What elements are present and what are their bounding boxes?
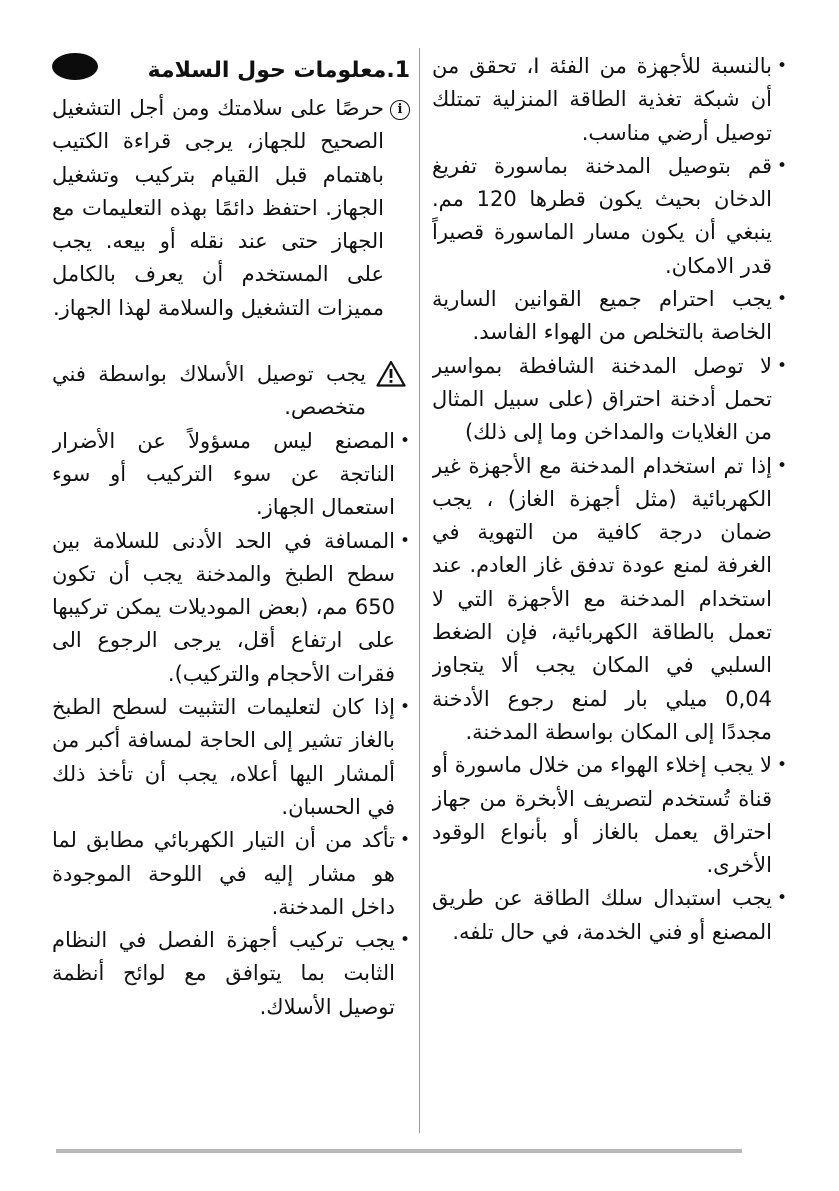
section-header (52, 50, 410, 92)
list-item: • المصنع ليس مسؤولاً عن الأضرار الناتجة عن سوء التركيب أو سوء استعمال الجهاز. (52, 425, 410, 525)
warning-icon (376, 360, 406, 387)
intro-block (52, 92, 410, 325)
list-item: • إذا كان لتعليمات التثبيت لسطح الطبخ بالغاز تشير إلى الحاجة لمسافة أكبر من ألمشار اليها أعلاه، يجب أن تأخذ ذلك في الحسبان. (52, 691, 410, 824)
list-item: • بالنسبة للأجهزة من الفئة I، تحقق من أن شبكة تغذية الطاقة المنزلية تمتلك توصيل أرضي مناسب. (432, 50, 787, 150)
list-item: • قم بتوصيل المدخنة بماسورة تفريغ الدخان بحيث يكون قطرها 120 مم. ينبغي أن يكون مسار الماسورة قصيراً قدر الامكان. (432, 150, 787, 283)
left-bullet-list (52, 425, 410, 1024)
warning-text: يجب توصيل الأسلاك بواسطة فني متخصص. (52, 362, 366, 420)
info-icon: i (390, 100, 410, 120)
list-item: • لا يجب إخلاء الهواء من خلال ماسورة أو قناة تُستخدم لتصريف الأبخرة من جهاز احتراق يعمل بالغاز أو بأنواع الوقود الأخرى. (432, 749, 787, 882)
right-column (432, 50, 787, 1135)
footer-rule (56, 1149, 742, 1153)
column-divider (419, 48, 420, 1133)
warning-block (52, 358, 410, 425)
list-item: • يجب استبدال سلك الطاقة عن طريق المصنع أو فني الخدمة، في حال تلفه. (432, 882, 787, 949)
right-bullet-list (432, 50, 787, 949)
list-item: • يجب تركيب أجهزة الفصل في النظام الثابت بما يتوافق مع لوائح أنظمة توصيل الأسلاك. (52, 924, 410, 1024)
list-item: • لا توصل المدخنة الشافطة بمواسير تحمل أدخنة احتراق (على سبيل المثال من الغلايات والمداخن وما إلى ذلك) (432, 350, 787, 450)
list-item: • إذا تم استخدام المدخنة مع الأجهزة غير الكهربائية (مثل أجهزة الغاز) ، يجب ضمان درجة كافية من التهوية في الغرفة لمنع عودة تدفق غاز العادم. عند استخدام المدخنة مع الأجهزة التي لا تعمل بالطاقة الكهربائية، فإن الضغط السلبي في المكان يجب ألا يتجاوز 0,04 ميلي بار لمنع رجوع الأدخنة مجددًا إلى المكان بواسطة المدخنة. (432, 450, 787, 750)
list-item: • تأكد من أن التيار الكهربائي مطابق لما هو مشار إليه في اللوحة الموجودة داخل المدخنة. (52, 824, 410, 924)
list-item: • يجب احترام جميع القوانين السارية الخاصة بالتخلص من الهواء الفاسد. (432, 283, 787, 350)
section-title: 1.معلومات حول السلامة (147, 58, 410, 83)
list-item: • المسافة في الحد الأدنى للسلامة بين سطح الطبخ والمدخنة يجب أن تكون 650 مم، (بعض الموديلات يمكن تركيبها على ارتفاع أقل، يرجى الرجوع الى فقرات الأحجام والتركيب). (52, 525, 410, 691)
section-tab-marker (52, 53, 98, 80)
intro-paragraph: حرصًا على سلامتك ومن أجل التشغيل الصحيح للجهاز، يرجى قراءة الكتيب باهتمام قبل القيام بتركيب وتشغيل الجهاز. احتفظ دائمًا بهذه التعليمات مع الجهاز حتى عند نقله أو بيعه. يجب على المستخدم أن يعرف بالكامل مميزات التشغيل والسلامة لهذا الجهاز. (52, 96, 384, 320)
left-column (52, 50, 410, 1135)
